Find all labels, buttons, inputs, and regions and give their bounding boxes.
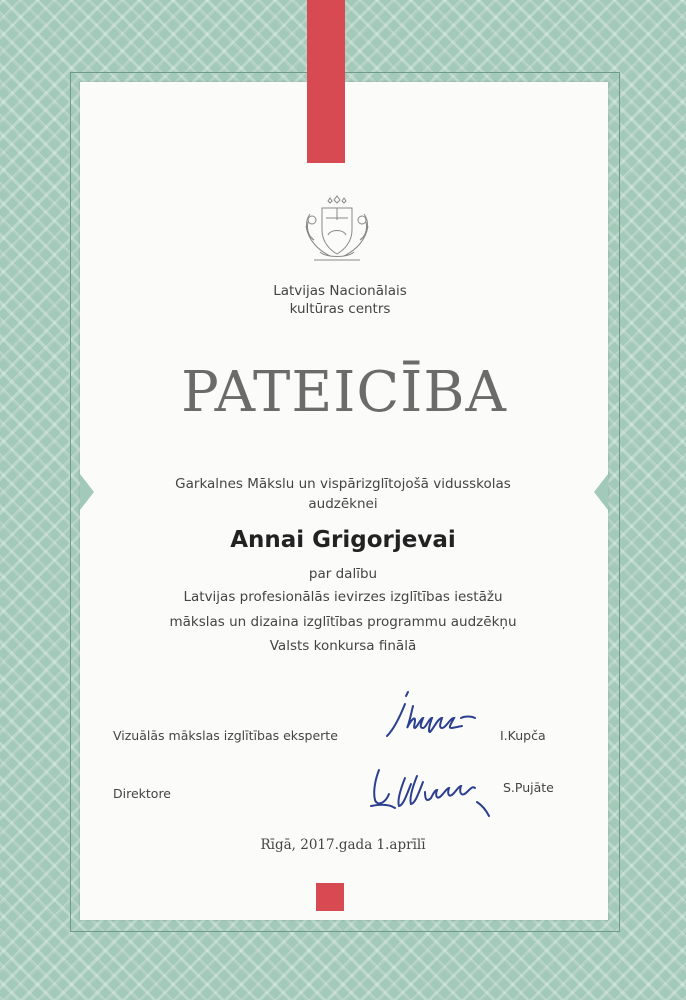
right-notch [594, 474, 608, 510]
bottom-ribbon [316, 883, 344, 911]
organization-line-1: Latvijas Nacionālais [273, 283, 407, 299]
issue-date: Rīgā, 2017.gada 1.aprīlī [260, 837, 426, 853]
signatory-1-name: I.Kupča [500, 728, 546, 743]
school-line-2: audzēknei [308, 496, 378, 512]
signatory-1-role: Vizuālās mākslas izglītības eksperte [113, 728, 338, 743]
reason-line-2: Latvijas profesionālās ievirzes izglītības iestāžu [183, 589, 503, 605]
top-ribbon [307, 0, 345, 163]
school-line-1: Garkalnes Mākslu un vispārizglītojošā vidusskolas [175, 476, 511, 492]
organization-line-2: kultūras centrs [289, 301, 391, 317]
coat-of-arms-icon [292, 190, 382, 272]
signatory-2-role: Direktore [113, 786, 171, 801]
reason-line-4: Valsts konkursa finālā [269, 638, 417, 654]
certificate-title: PATEICĪBA [181, 360, 507, 425]
organization-name [200, 282, 480, 318]
reason-line-1: par dalību [308, 566, 378, 582]
signatory-1-signature [375, 688, 495, 748]
signatory-2-name: S.Pujāte [503, 780, 554, 795]
recipient-name: Annai Grigorjevai [230, 527, 456, 553]
reason-line-3: mākslas un dizaina izglītības programmu audzēkņu [169, 614, 517, 630]
left-notch [80, 474, 94, 510]
signatory-2-signature [365, 762, 500, 824]
